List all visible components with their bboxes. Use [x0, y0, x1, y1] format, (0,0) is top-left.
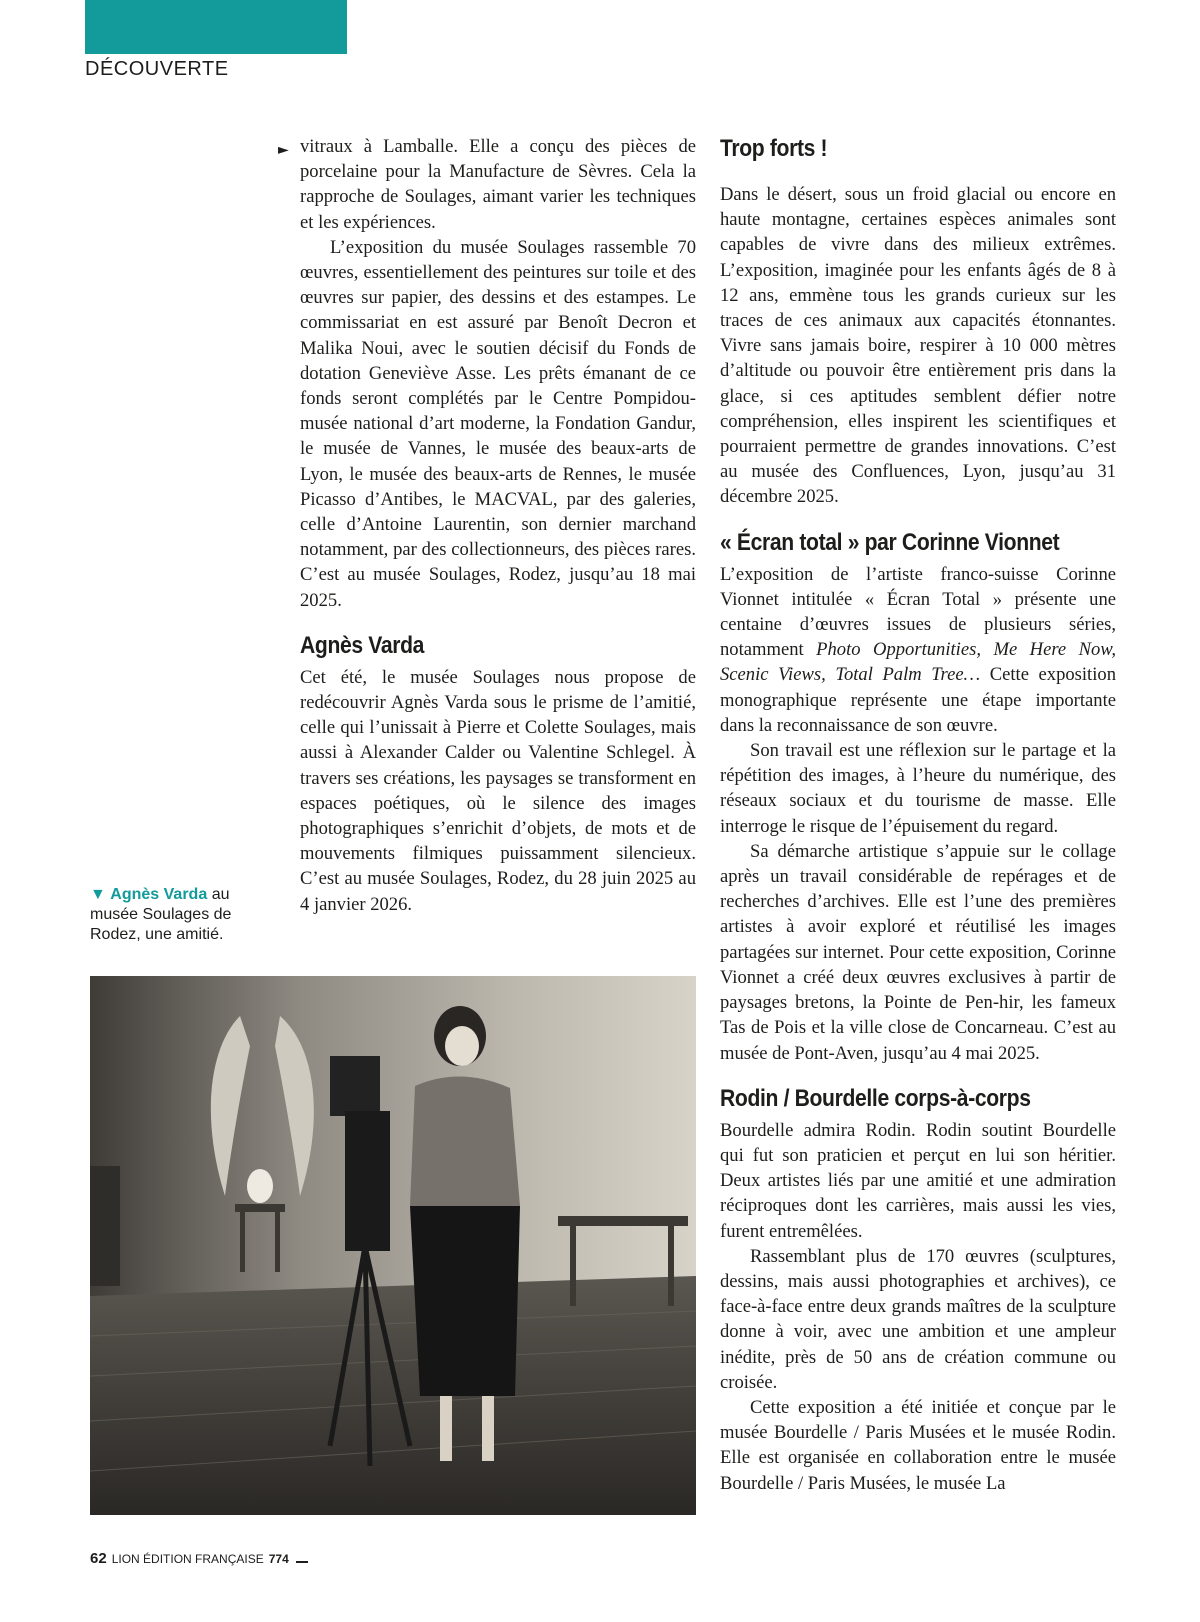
paragraph: L’exposition du musée Soulages rassemble 70 œuvres, essentiellement des peintures sur toile et des œuvres sur papier, des dessins et des estampes. Le commissariat en est assuré par Benoît Decron et Malika Noui, avec le soutien décisif du Fonds de dotation Geneviève Asse. Les prêts émanant de ce fonds seront complétés par le Centre Pompidou-musée national d’art moderne, la Fondation Gandur, le musée de Vannes, le musée des beaux-arts de Lyon, le musée des beaux-arts de Rennes, le musée Picasso d’Antibes, le MACVAL, par des galeries, celle d’Antoine Laurentin, son dernier marchand notamment, par des collectionneurs, des pièces rares. C’est au musée Soulages, Rodez, jusqu’au 18 mai 2025.	[300, 236, 696, 611]
section-label: DÉCOUVERTE	[85, 58, 229, 80]
paragraph: Cette exposition a été initiée et conçue par le musée Bourdelle / Paris Musées et le musée Rodin. Elle est organisée en collaboration entre le musée Bourdelle / Paris Musées, le musée La	[720, 1396, 1116, 1494]
issue-number: 774	[268, 1552, 289, 1566]
footer-rule	[296, 1561, 308, 1563]
right-column	[720, 134, 1116, 1496]
paragraph: Sa démarche artistique s’appuie sur le collage après un travail considérable de repérages et de recherches d’archives. Elle est l’une des premières artistes à avoir exploré et réutilisé les images partagées sur internet. Pour cette exposition, Corinne Vionnet a créé deux œuvres exclusives à partir de paysages bretons, la Pointe de Pen-hir, les fameux Tas de Pois et la ville close de Concarneau. C’est au musée de Pont-Aven, jusqu’au 4 mai 2025.	[720, 840, 1116, 1064]
agnes-varda-photo	[90, 976, 696, 1515]
paragraph: Bourdelle admira Rodin. Rodin soutint Bourdelle qui fut son praticien et perçut en lui son héritier. Deux artistes liés par une amitié et une admiration réciproques dont les carrières, mais aussi les vies, furent entremêlées.	[720, 1119, 1116, 1242]
middle-column	[278, 134, 696, 917]
photo-caption	[90, 885, 260, 945]
magazine-name: LION ÉDITION FRANÇAISE	[111, 1552, 264, 1566]
caption-marker-icon: ▼	[90, 886, 106, 903]
page-number: 62	[90, 1550, 107, 1567]
page-footer	[90, 1550, 308, 1567]
paragraph: Rassemblant plus de 170 œuvres (sculptures, dessins, mais aussi photographies et archives), ce face-à-face entre deux grands maîtres de la sculpture donne à voir, avec une ambition et une ampleur inédite, près de 50 ans de création commune ou croisée.	[720, 1245, 1116, 1393]
photo-illustration	[90, 976, 696, 1515]
section-heading-rodin-bourdelle: Rodin / Bourdelle corps-à-corps	[720, 1084, 1031, 1112]
paragraph: Son travail est une réflexion sur le partage et la répétition des images, à l’heure du numérique, des réseaux sociaux et du tourisme de masse. Elle interroge le risque de l’épuisement du regard.	[720, 740, 1116, 837]
paragraph	[720, 562, 1116, 738]
paragraph: vitraux à Lamballe. Elle a conçu des pièces de porcelaine pour la Manufacture de Sèvres. Cela la rapproche de Soulages, aimant varier les techniques et les expériences.	[300, 136, 696, 233]
text-run: L’exposition de l’artiste franco-suisse Corinne Vionnet intitulée « Écran Total » présente une centaine d’œuvres issues de plusieurs séries, notamment	[720, 563, 1116, 661]
section-heading-varda: Agnès Varda	[300, 631, 425, 659]
section-heading-trop-forts: Trop forts !	[720, 135, 828, 162]
text-run: Cette exposition monographique représente une étape importante dans la reconnaissance de son œuvre.	[720, 664, 1116, 736]
caption-text: au musée Soulages de Rodez, une amitié.	[90, 886, 232, 943]
italic-series-titles: Photo Opportunities, Me Here Now, Scenic Views, Total Palm Tree…	[720, 639, 1116, 686]
paragraph: Cet été, le musée Soulages nous propose de redécouvrir Agnès Varda sous le prisme de l’amitié, celle qui l’unissait à Pierre et Colette Soulages, mais aussi à Alexander Calder ou Valentine Schlegel. À travers ses créations, les paysages se transforment en espaces poétiques, où le silence des images photographiques s’enrichit d’objets, de mots et de mouvements filmiques puissamment silencieux. C’est au musée Soulages, Rodez, du 28 juin 2025 au 4 janvier 2026.	[300, 666, 696, 915]
caption-title: Agnès Varda	[110, 886, 208, 903]
continuation-arrow-icon: ►	[278, 142, 289, 158]
section-color-bar	[85, 0, 347, 54]
paragraph: Dans le désert, sous un froid glacial ou encore en haute montagne, certaines espèces animales sont capables de vivre dans des milieux extrêmes. L’exposition, imaginée pour les enfants âgés de 8 à 12 ans, emmène tous les grands curieux sur les traces de ces animaux aux capacités étonnantes. Vivre sans jamais boire, respirer à 10 000 mètres d’altitude ou pouvoir être entièrement pris dans la glace, si ces aptitudes semblent défier notre compréhension, elles inspirent les scientifiques et pourraient permettre de grandes innovations. C’est au musée des Confluences, Lyon, jusqu’au 31 décembre 2025.	[720, 184, 1116, 508]
section-heading-ecran-total: « Écran total » par Corinne Vionnet	[720, 528, 1060, 556]
